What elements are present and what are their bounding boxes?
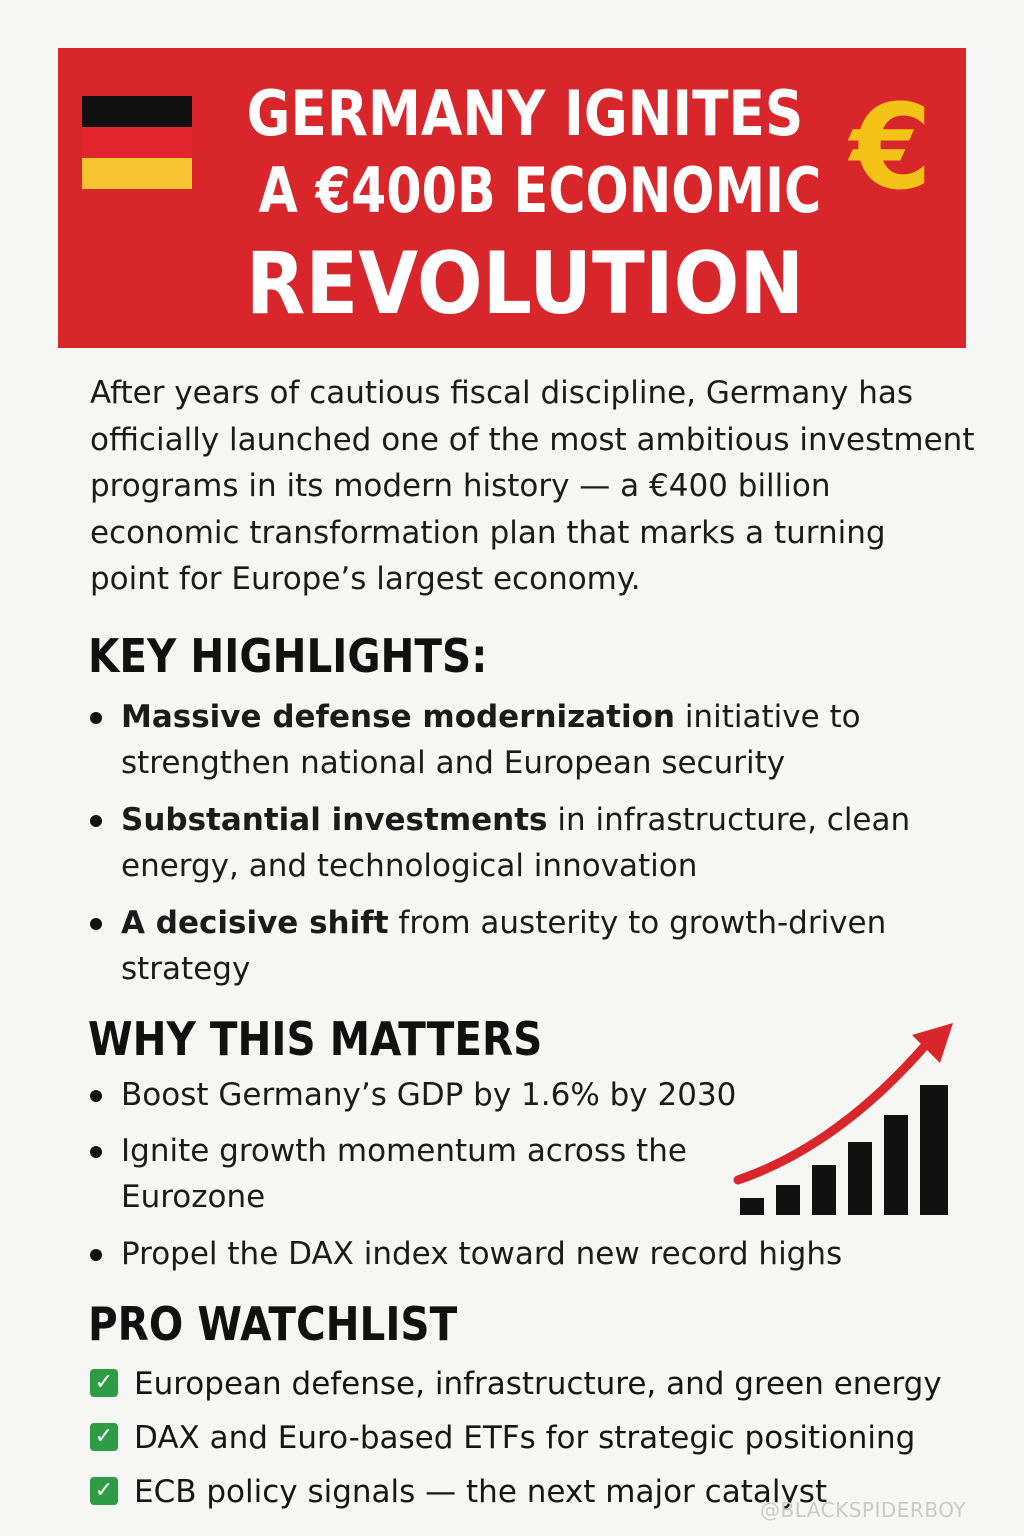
headline-line-1: GERMANY IGNITES bbox=[246, 77, 804, 150]
highlight-bold: Substantial investments bbox=[121, 802, 548, 838]
watermark: @BLACKSPIDERBOY bbox=[760, 1498, 967, 1522]
growth-bar bbox=[848, 1142, 872, 1215]
intro-line: programs in its modern history — a €400 billion bbox=[90, 468, 831, 504]
matters-text: Boost Germany’s GDP by 1.6% by 2030 bbox=[121, 1077, 737, 1113]
flag-stripe-black bbox=[82, 96, 192, 127]
highlight-text: from austerity to growth-driven bbox=[388, 905, 887, 941]
checkmark-icon: ✓ bbox=[90, 1423, 118, 1451]
highlight-bold: Massive defense modernization bbox=[121, 699, 675, 735]
highlight-item bbox=[90, 797, 910, 889]
watchlist-item bbox=[90, 1470, 827, 1514]
bullet-dot-icon bbox=[90, 1146, 102, 1158]
matters-item bbox=[90, 1231, 842, 1277]
key-highlights-title: KEY HIGHLIGHTS: bbox=[88, 629, 488, 683]
checkmark-icon: ✓ bbox=[90, 1369, 118, 1397]
highlight-line2: energy, and technological innovation bbox=[121, 848, 698, 884]
intro-line: After years of cautious fiscal discipline, Germany has bbox=[90, 375, 914, 411]
headline-line-2: A €400B ECONOMIC bbox=[258, 154, 822, 227]
matters-item bbox=[90, 1072, 736, 1118]
highlight-item bbox=[90, 694, 861, 786]
why-matters-title: WHY THIS MATTERS bbox=[88, 1012, 543, 1066]
checkmark-icon: ✓ bbox=[90, 1477, 118, 1505]
intro-paragraph bbox=[90, 370, 1000, 603]
watchlist-text: ECB policy signals — the next major catalyst bbox=[134, 1474, 828, 1510]
bullet-dot-icon bbox=[90, 712, 102, 724]
growth-bar bbox=[776, 1185, 800, 1215]
growth-bar bbox=[812, 1165, 836, 1215]
highlight-item bbox=[90, 900, 886, 992]
highlight-bold: A decisive shift bbox=[121, 905, 389, 941]
growth-bar bbox=[884, 1115, 908, 1215]
headline-line-3: REVOLUTION bbox=[245, 234, 805, 334]
growth-chart-icon bbox=[730, 1015, 960, 1225]
growth-bar bbox=[740, 1198, 764, 1215]
highlight-text: in infrastructure, clean bbox=[547, 802, 911, 838]
matters-item bbox=[90, 1128, 687, 1220]
intro-line: officially launched one of the most ambitious investment bbox=[90, 421, 975, 458]
watchlist-text: European defense, infrastructure, and green energy bbox=[134, 1366, 942, 1402]
euro-icon: € bbox=[849, 78, 933, 216]
watchlist-text: DAX and Euro-based ETFs for strategic positioning bbox=[134, 1420, 916, 1456]
highlight-line2: strategy bbox=[121, 951, 251, 987]
matters-text: Propel the DAX index toward new record highs bbox=[121, 1236, 843, 1272]
bullet-dot-icon bbox=[90, 1249, 102, 1261]
bullet-dot-icon bbox=[90, 815, 102, 827]
highlight-line2: strengthen national and European security bbox=[121, 745, 786, 781]
growth-bar bbox=[920, 1085, 948, 1215]
bullet-dot-icon bbox=[90, 918, 102, 930]
intro-line: point for Europe’s largest economy. bbox=[90, 561, 641, 597]
matters-text: Ignite growth momentum across the bbox=[121, 1133, 687, 1169]
bullet-dot-icon bbox=[90, 1090, 102, 1102]
flag-stripe-red bbox=[82, 127, 192, 158]
pro-watchlist-title: PRO WATCHLIST bbox=[88, 1297, 458, 1351]
highlight-text: initiative to bbox=[674, 699, 861, 735]
german-flag-icon bbox=[82, 96, 192, 189]
watchlist-item bbox=[90, 1416, 915, 1460]
watchlist-item bbox=[90, 1362, 942, 1406]
matters-text-line2: Eurozone bbox=[121, 1179, 266, 1215]
intro-line: economic transformation plan that marks a turning bbox=[90, 514, 886, 551]
flag-stripe-gold bbox=[82, 158, 192, 189]
